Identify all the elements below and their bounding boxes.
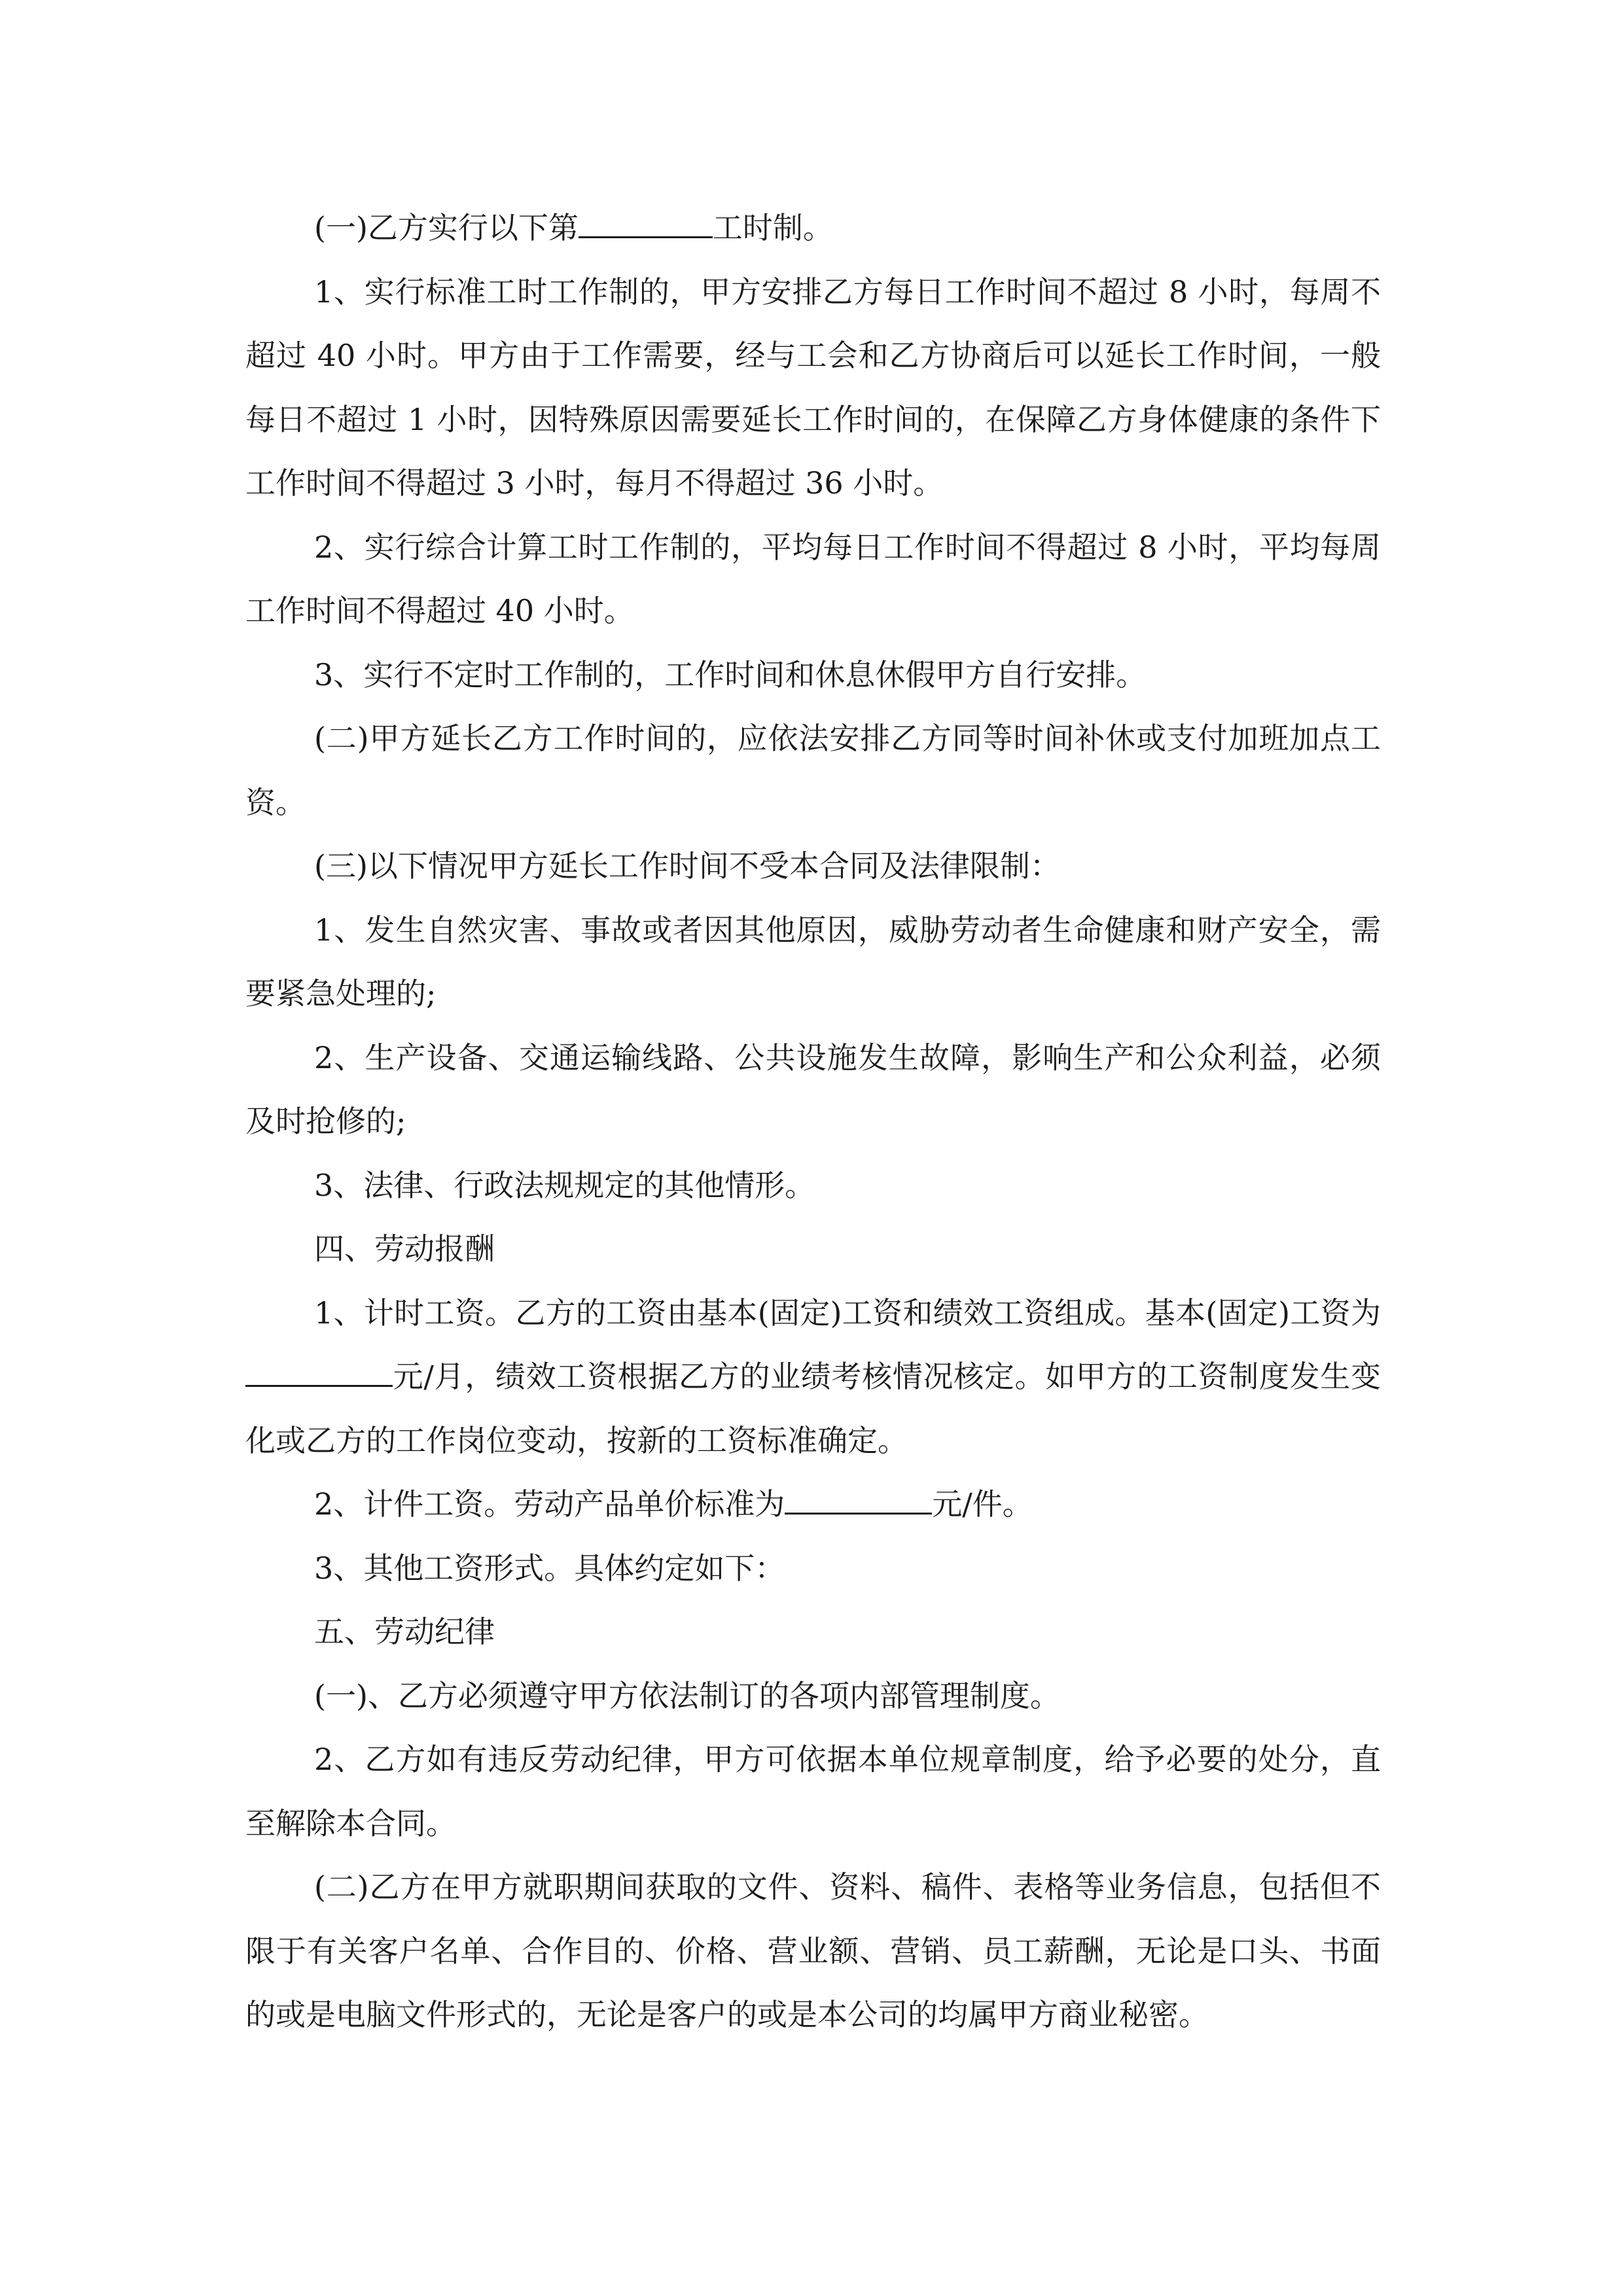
paragraph-text: (一)乙方实行以下第 xyxy=(314,210,579,245)
paragraph-disciplinary-action: 2、乙方如有违反劳动纪律，甲方可依据本单位规章制度，给予必要的处分，直至解除本合同。 xyxy=(245,1742,1381,1841)
paragraph-exception-equipment: 2、生产设备、交通运输线路、公共设施发生故障，影响生产和公众利益，必须及时抢修的; xyxy=(245,1039,1381,1139)
paragraph-overtime-compensation: (二)甲方延长乙方工作时间的，应依法安排乙方同等时间补休或支付加班加点工资。 xyxy=(245,721,1381,820)
paragraph-text: 元/月，绩效工资根据乙方的业绩考核情况核定。如甲方的工资制度发生变化或乙方的工作岗位变动，按新的工资标准确定。 xyxy=(245,1359,1381,1458)
blank-piece-rate xyxy=(785,1484,932,1515)
paragraph-time-wage xyxy=(245,1282,1381,1473)
paragraph-piece-wage xyxy=(245,1473,1381,1537)
paragraph-trade-secrets: (二)乙方在甲方就职期间获取的文件、资料、稿件、表格等业务信息，包括但不限于有关客户名单、合作目的、价格、营业额、营销、员工薪酬，无论是口头、书面的或是电脑文件形式的，无论是客户的或是本公司的均属甲方商业秘密。 xyxy=(245,1869,1381,2032)
paragraph-internal-rules: (一)、乙方必须遵守甲方依法制订的各项内部管理制度。 xyxy=(314,1677,1060,1713)
paragraph-standard-hours: 1、实行标准工时工作制的，甲方安排乙方每日工作时间不超过 8 小时，每周不超过 40 小时。甲方由于工作需要，经与工会和乙方协商后可以延长工作时间，一般每日不超过 1 小时，因特殊原因需要延长工作时间的，在保障乙方身体健康的条件下工作时间不得超过 3 小时，每月不得超过 36 小时。 xyxy=(245,274,1381,501)
paragraph-comprehensive-hours: 2、实行综合计算工时工作制的，平均每日工作时间不得超过 8 小时，平均每周工作时间不得超过 40 小时。 xyxy=(245,529,1381,628)
document-body xyxy=(245,196,1381,2047)
section-heading-discipline: 五、劳动纪律 xyxy=(314,1614,495,1649)
blank-monthly-wage xyxy=(245,1356,393,1387)
paragraph-text: 元/件。 xyxy=(932,1486,1033,1522)
paragraph-other-wage: 3、其他工资形式。具体约定如下： xyxy=(314,1550,785,1586)
paragraph-text: 1、计时工资。乙方的工资由基本(固定)工资和绩效工资组成。基本(固定)工资为 xyxy=(314,1295,1381,1331)
paragraph-overtime-exceptions: (三)以下情况甲方延长工作时间不受本合同及法律限制： xyxy=(314,848,1060,884)
paragraph-text: 工时制。 xyxy=(712,210,833,245)
paragraph-exception-law: 3、法律、行政法规规定的其他情形。 xyxy=(314,1167,815,1203)
section-heading-remuneration: 四、劳动报酬 xyxy=(314,1231,495,1266)
paragraph-flexible-hours: 3、实行不定时工作制的，工作时间和休息休假甲方自行安排。 xyxy=(314,656,1147,692)
blank-work-hours-type xyxy=(579,207,713,238)
paragraph-work-hours-system xyxy=(245,196,1381,260)
paragraph-text: 2、计件工资。劳动产品单价标准为 xyxy=(314,1486,785,1522)
paragraph-exception-disaster: 1、发生自然灾害、事故或者因其他原因，威胁劳动者生命健康和财产安全，需要紧急处理的; xyxy=(245,912,1381,1011)
